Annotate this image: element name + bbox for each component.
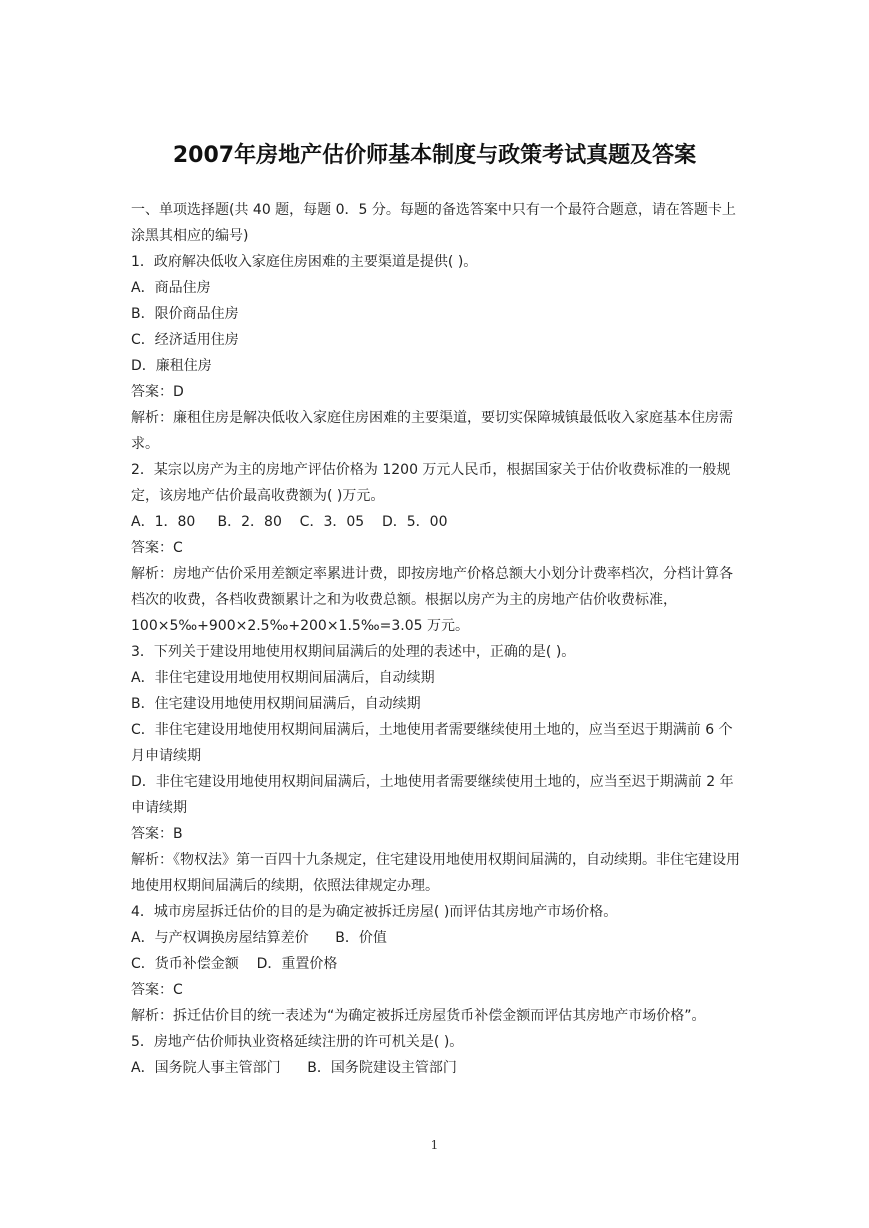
option-line: C．货币补偿金额 D．重置价格 [131, 956, 338, 972]
option-line: D．非住宅建设用地使用权期间届满后，土地使用者需要继续使用土地的，应当至迟于期满前 2 年申请续期 [131, 774, 734, 816]
question-2: 2．某宗以房产为主的房地产评估价格为 1200 万元人民币，根据国家关于估价收费标准的一般规定，该房地产估价最高收费额为( )万元。 [131, 462, 731, 504]
option-line: A．非住宅建设用地使用权期间届满后，自动续期 [131, 670, 435, 686]
explanation-line: 解析：房地产估价采用差额定率累进计费，即按房地产价格总额大小划分计费率档次，分档计算各档次的收费，各档收费额累计之和为收费总额。根据以房产为主的房地产估价收费标准，100×5‰+900×2.5‰+200×1.5‰=3.05 万元。 [131, 566, 733, 634]
question-3: 3．下列关于建设用地使用权期间届满后的处理的表述中，正确的是( )。 [131, 644, 576, 660]
option-line: D．廉租住房 [131, 358, 212, 374]
option-line: B．限价商品住房 [131, 306, 239, 322]
document-body [131, 197, 741, 1081]
section-heading: 一、单项选择题(共 40 题，每题 0．5 分。每题的备选答案中只有一个最符合题意，请在答题卡上涂黑其相应的编号) [131, 202, 736, 244]
option-line: A．国务院人事主管部门 B．国务院建设主管部门 [131, 1060, 457, 1076]
explanation-line: 解析：拆迁估价目的统一表述为“为确定被拆迁房屋货币补偿金额而评估其房地产市场价格”。 [131, 1008, 706, 1024]
answer-line: 答案：D [131, 384, 184, 400]
answer-line: 答案：C [131, 540, 183, 556]
option-line: A．与产权调换房屋结算差价 B．价值 [131, 930, 387, 946]
answer-line: 答案：C [131, 982, 183, 998]
option-line: B．住宅建设用地使用权期间届满后，自动续期 [131, 696, 421, 712]
option-line: C．非住宅建设用地使用权期间届满后，土地使用者需要继续使用土地的，应当至迟于期满前 6 个月申请续期 [131, 722, 733, 764]
option-line: C．经济适用住房 [131, 332, 239, 348]
question-5: 5．房地产估价师执业资格延续注册的许可机关是( )。 [131, 1034, 464, 1050]
explanation-line: 解析：廉租住房是解决低收入家庭住房困难的主要渠道，要切实保障城镇最低收入家庭基本住房需求。 [131, 410, 733, 452]
question-4: 4．城市房屋拆迁估价的目的是为确定被拆迁房屋( )而评估其房地产市场价格。 [131, 904, 618, 920]
document-title: 2007年房地产估价师基本制度与政策考试真题及答案 [172, 143, 697, 168]
option-line: A．1．80 B．2．80 C．3．05 D．5．00 [131, 514, 448, 530]
option-line: A．商品住房 [131, 280, 211, 296]
page-number: 1 [430, 1138, 439, 1152]
question-1: 1．政府解决低收入家庭住房困难的主要渠道是提供( )。 [131, 254, 478, 270]
explanation-line: 解析：《物权法》第一百四十九条规定，住宅建设用地使用权期间届满的，自动续期。非住宅建设用地使用权期间届满后的续期，依照法律规定办理。 [131, 852, 740, 894]
answer-line: 答案：B [131, 826, 183, 842]
